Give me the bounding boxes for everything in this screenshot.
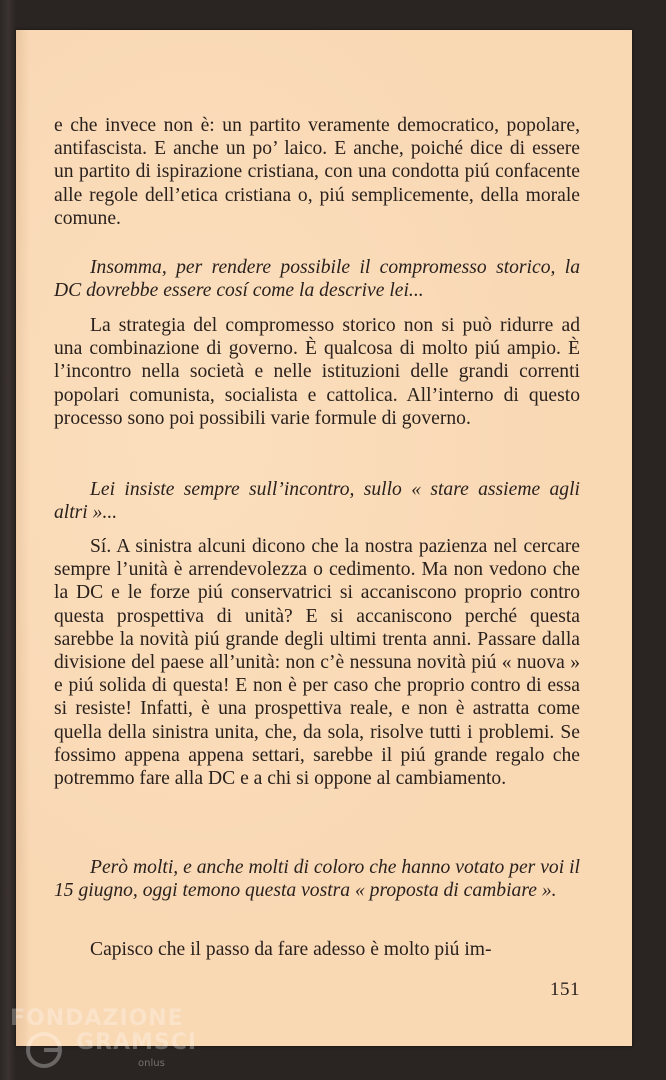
question-text: Lei insiste sempre sull’incontro, sullo « stare assieme agli altri »... bbox=[54, 479, 580, 524]
paragraph-body bbox=[54, 114, 580, 230]
interview-answer bbox=[54, 314, 580, 430]
answer-text: Sí. A sinistra alcuni dicono che la nostra pazienza nel cercare sempre l’unità è arrendevolezza o cedimento. Ma non vedono che la DC e le forze piú conservatrici si accaniscono proprio contro questa prospettiva di unità? E si accaniscono perché questa sarebbe la novità piú grande degli ultimi trenta anni. Passare dalla divisione del paese all’unità: non c’è nessuna novità piú « nuova » e piú solida di questa! E non è per caso che proprio contro di essa si resiste! Infatti, è una prospettiva reale, e non è astratta come quella della sinistra unita, che, da sola, risolve tutti i problemi. Se fossimo appena appena settari, sarebbe il piú grande regalo che potremmo fare alla DC e a chi si oppone al cambiamento. bbox=[54, 536, 580, 790]
interview-question bbox=[54, 256, 580, 302]
interview-question bbox=[54, 856, 580, 902]
watermark-line-2: GRAMSCI bbox=[76, 1030, 198, 1055]
book-page bbox=[16, 30, 632, 1046]
watermark-sub: onlus bbox=[138, 1058, 165, 1069]
foundation-logo-icon bbox=[24, 1030, 64, 1070]
watermark-line-1: FONDAZIONE bbox=[10, 1006, 184, 1031]
interview-answer bbox=[54, 535, 580, 790]
answer-text: Capisco che il passo da fare adesso è molto piú im- bbox=[90, 939, 492, 960]
question-text: Però molti, e anche molti di coloro che hanno votato per voi il 15 giugno, oggi temono questa vostra « proposta di cambiare ». bbox=[54, 857, 580, 902]
archive-watermark bbox=[6, 1004, 198, 1080]
paragraph-text: e che invece non è: un partito veramente democratico, popolare, antifascista. E anche un po’ laico. E anche, poiché dice di essere un partito di ispirazione cristiana, con una condotta piú confacente alle regole dell’etica cristiana o, piú semplicemente, della morale comune. bbox=[54, 115, 580, 229]
interview-answer bbox=[54, 938, 580, 961]
interview-question bbox=[54, 478, 580, 524]
question-text: Insomma, per rendere possibile il compromesso storico, la DC dovrebbe essere cosí come la descrive lei... bbox=[54, 257, 580, 302]
answer-text: La strategia del compromesso storico non si può ridurre ad una combinazione di governo. È qualcosa di molto piú ampio. È l’incontro nella società e nelle istituzioni delle grandi correnti popolari comunista, socialista e cattolica. All’interno di questo processo sono poi possibili varie formule di governo. bbox=[54, 315, 580, 429]
page-number: 151 bbox=[550, 979, 580, 1000]
